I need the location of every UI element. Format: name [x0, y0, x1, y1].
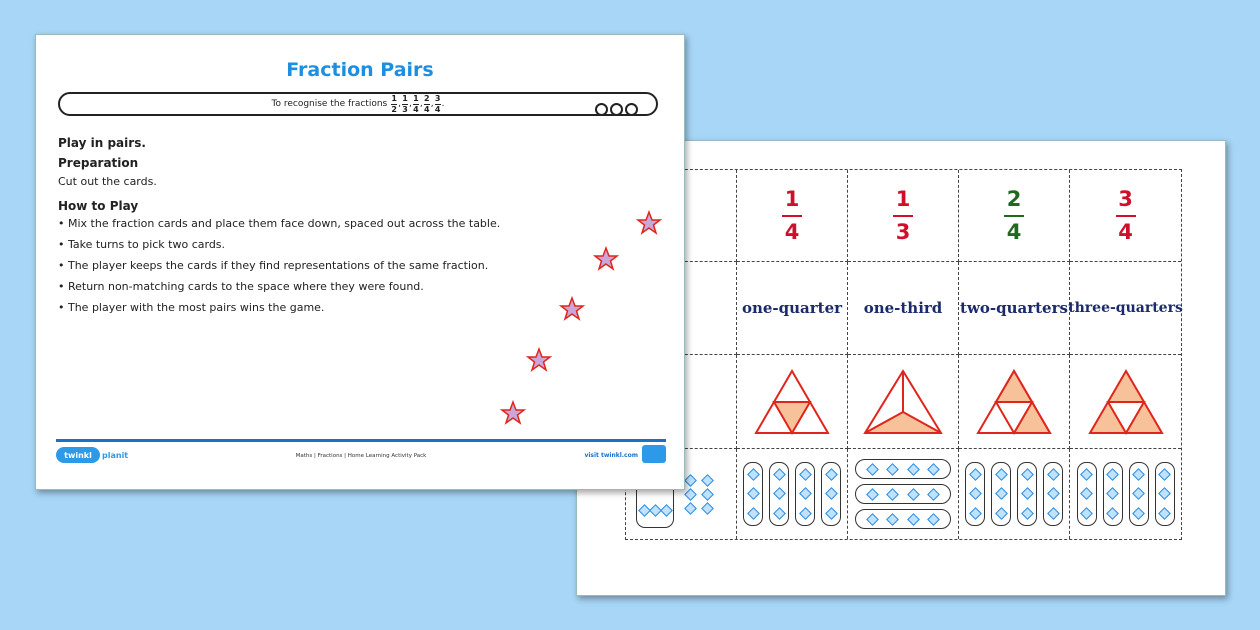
dot-group — [1043, 462, 1063, 526]
rating-circle-icon[interactable] — [610, 103, 623, 116]
fraction-denominator: 4 — [784, 219, 800, 244]
objective-text: To recognise the fractions — [271, 99, 388, 109]
triangle-third-shape — [863, 367, 943, 437]
planit-logo: planit — [102, 451, 129, 460]
triangle-quarter-shape — [754, 367, 830, 437]
fraction-numerator: 1 — [784, 186, 800, 211]
word-label: two-quarters — [960, 299, 1068, 317]
word-label: three-quarters — [1068, 300, 1183, 316]
dot-group — [1103, 462, 1123, 526]
step-item: • The player with the most pairs wins the game. — [58, 300, 325, 314]
dot-group — [686, 476, 715, 513]
star-icon — [637, 211, 661, 235]
rating-circles — [593, 103, 638, 116]
word-card-three-quarters — [1070, 262, 1181, 355]
twinkl-logo: twinkl — [56, 447, 100, 463]
preparation-heading: Preparation — [58, 156, 139, 171]
dot-group — [855, 509, 951, 529]
fraction-numerator: 1 — [895, 186, 911, 211]
visit-link[interactable]: visit twinkl.com — [584, 452, 638, 459]
triangle-card-three-quarters — [1070, 355, 1181, 449]
word-card-one-quarter — [737, 262, 848, 355]
triangle-card-one-quarter — [737, 355, 848, 449]
dots-card-two-quarters — [959, 449, 1070, 539]
triangle-card-one-third — [848, 355, 959, 449]
brand-badge-icon — [642, 445, 666, 463]
star-icon — [594, 247, 618, 271]
triangle-three-quarters-shape — [1088, 367, 1164, 437]
star-icon — [527, 348, 551, 372]
fraction-denominator: 4 — [1118, 219, 1133, 244]
footer-divider — [56, 439, 666, 442]
fraction-denominator: 4 — [1006, 219, 1022, 244]
footer-subject: Maths | Fractions | Home Learning Activity Pack — [295, 453, 427, 459]
dot-group — [991, 462, 1011, 526]
learning-objective: To recognise the fractions $\frac{1}{2}$ , $\frac{1}{3}$ , $\frac{1}{4}$ , $\frac{2}{4}$ , $\frac{3}{4}$ . — [58, 92, 658, 116]
dot-group — [795, 462, 815, 526]
step-item: • Mix the fraction cards and place them face down, spaced out across the table. — [58, 217, 501, 231]
word-card-one-third — [848, 262, 959, 355]
fraction-card-one-third — [848, 170, 959, 262]
dots-card-one-third — [848, 449, 959, 539]
dot-group — [821, 462, 841, 526]
footer — [56, 439, 666, 469]
dots-card-three-quarters — [1070, 449, 1181, 539]
triangle-card-two-quarters — [959, 355, 1070, 449]
star-icon — [501, 401, 525, 425]
rating-circle-icon[interactable] — [595, 103, 608, 116]
dot-group — [1017, 462, 1037, 526]
dot-group — [1077, 462, 1097, 526]
step-item: • The player keeps the cards if they find representations of the same fraction. — [58, 258, 489, 272]
dots-card-one-quarter — [737, 449, 848, 539]
fraction-numerator: 3 — [1118, 186, 1133, 211]
dot-group — [965, 462, 985, 526]
fraction-card-one-quarter — [737, 170, 848, 262]
dot-group — [769, 462, 789, 526]
card-grid — [625, 169, 1182, 540]
instructions-sheet — [35, 34, 685, 490]
fraction-card-three-quarters — [1070, 170, 1181, 262]
fraction-numerator: 2 — [1006, 186, 1022, 211]
objective-fraction: $\frac{1}{4}$ — [413, 93, 419, 114]
fraction-denominator: 3 — [895, 219, 911, 244]
dot-group — [855, 459, 951, 479]
word-label: one-quarter — [741, 299, 843, 317]
objective-fraction: $\frac{1}{3}$ — [402, 93, 408, 114]
triangle-two-quarters-shape — [976, 367, 1052, 437]
objective-fraction: $\frac{2}{4}$ — [423, 93, 430, 114]
fraction-card-two-quarters — [959, 170, 1070, 262]
objective-fraction: $\frac{3}{4}$ — [434, 93, 441, 114]
step-item: • Take turns to pick two cards. — [58, 238, 226, 252]
dot-group — [855, 484, 951, 504]
dot-group — [1155, 462, 1175, 526]
preparation-text: Cut out the cards. — [58, 174, 157, 188]
instructions-body — [58, 133, 500, 321]
word-label: one-third — [863, 299, 943, 317]
worksheet-title: Fraction Pairs — [286, 59, 434, 81]
word-card-two-quarters — [959, 262, 1070, 355]
intro-text: Play in pairs. — [58, 136, 146, 150]
rating-circle-icon[interactable] — [625, 103, 638, 116]
steps-list — [58, 216, 500, 316]
step-item: • Return non-matching cards to the space where they were found. — [58, 279, 424, 293]
dot-group — [743, 462, 763, 526]
star-icon — [560, 297, 584, 321]
how-to-play-heading: How to Play — [58, 198, 139, 213]
objective-fraction: $\frac{1}{2}$ — [391, 93, 397, 114]
dot-group — [1129, 462, 1149, 526]
